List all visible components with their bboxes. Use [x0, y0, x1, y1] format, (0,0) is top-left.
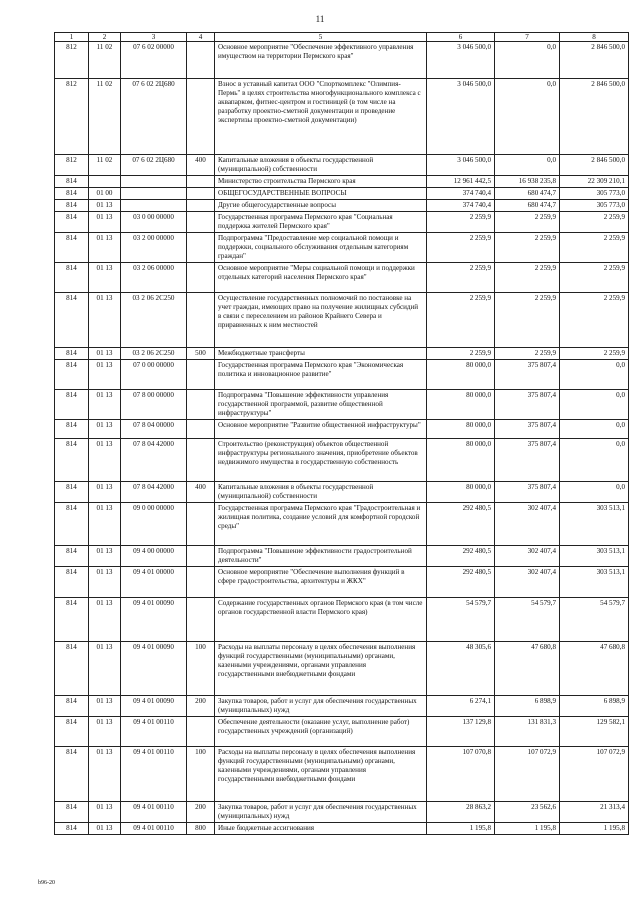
description-cell: Закупка товаров, работ и услуг для обеспечения государственных (муниципальных) нужд — [215, 696, 427, 717]
amount-year1-cell: 2 259,9 — [427, 212, 495, 233]
section-code-cell: 01 13 — [89, 546, 121, 567]
expense-type-cell — [187, 546, 215, 567]
description-cell: Подпрограмма "Повышение эффективности управления государственной программой, развитие общественной инфраструктуры" — [215, 390, 427, 420]
table-row — [55, 642, 629, 696]
amount-year2-cell: 6 898,9 — [495, 696, 560, 717]
amount-year2-cell: 375 807,4 — [495, 420, 560, 439]
admin-code-cell: 814 — [55, 176, 89, 188]
admin-code-cell: 814 — [55, 200, 89, 212]
description-cell: Подпрограмма "Предоставление мер социальной помощи и поддержки, социального обслуживания отдельным категориям граждан" — [215, 233, 427, 263]
amount-year3-cell: 2 846 500,0 — [560, 79, 629, 155]
admin-code-cell: 814 — [55, 293, 89, 348]
table-row — [55, 293, 629, 348]
section-code-cell: 11 02 — [89, 155, 121, 176]
amount-year3-cell: 107 072,9 — [560, 747, 629, 802]
description-cell: Осуществление государственных полномочий по постановке на учет граждан, имеющих право на получение жилищных субсидий в связи с переселением из районов Крайнего Севера и приравненных к ним местностей — [215, 293, 427, 348]
description-cell: Строительство (реконструкция) объектов общественной инфраструктуры регионального значения, приобретение объектов недвижимого имущества в государственную собственность — [215, 439, 427, 482]
admin-code-cell: 814 — [55, 717, 89, 747]
admin-code-cell: 814 — [55, 546, 89, 567]
amount-year2-cell: 302 407,4 — [495, 567, 560, 598]
target-code-cell: 09 4 01 00000 — [121, 567, 187, 598]
target-code-cell: 03 0 00 00000 — [121, 212, 187, 233]
amount-year2-cell: 54 579,7 — [495, 598, 560, 642]
target-code-cell: 09 0 00 00000 — [121, 503, 187, 546]
description-cell: Основное мероприятие "Меры социальной помощи и поддержки отдельных категорий населения Пермского края" — [215, 263, 427, 293]
admin-code-cell: 814 — [55, 233, 89, 263]
section-code-cell: 01 13 — [89, 482, 121, 503]
amount-year3-cell: 2 259,9 — [560, 263, 629, 293]
expense-type-cell — [187, 390, 215, 420]
admin-code-cell: 814 — [55, 823, 89, 835]
section-code-cell: 01 13 — [89, 696, 121, 717]
admin-code-cell: 812 — [55, 155, 89, 176]
expense-type-cell — [187, 293, 215, 348]
description-cell: Основное мероприятие "Обеспечение эффективного управления имуществом на территории Пермского края" — [215, 42, 427, 79]
target-code-cell: 07 8 04 42000 — [121, 439, 187, 482]
target-code-cell: 07 6 02 00000 — [121, 42, 187, 79]
table-row — [55, 233, 629, 263]
target-code-cell: 07 6 02 2Ц680 — [121, 155, 187, 176]
amount-year1-cell: 2 259,9 — [427, 293, 495, 348]
amount-year1-cell: 137 129,8 — [427, 717, 495, 747]
amount-year1-cell: 374 740,4 — [427, 200, 495, 212]
target-code-cell: 03 2 06 2С250 — [121, 348, 187, 360]
amount-year3-cell: 54 579,7 — [560, 598, 629, 642]
description-cell: Государственная программа Пермского края "Социальная поддержка жителей Пермского края" — [215, 212, 427, 233]
description-cell: Межбюджетные трансферты — [215, 348, 427, 360]
expense-type-cell — [187, 360, 215, 390]
expense-type-cell: 200 — [187, 802, 215, 823]
amount-year1-cell: 80 000,0 — [427, 482, 495, 503]
table-body — [55, 42, 629, 835]
amount-year3-cell: 303 513,1 — [560, 503, 629, 546]
admin-code-cell: 814 — [55, 420, 89, 439]
admin-code-cell: 814 — [55, 212, 89, 233]
amount-year2-cell: 131 831,3 — [495, 717, 560, 747]
amount-year2-cell: 2 259,9 — [495, 293, 560, 348]
description-cell: Взнос в уставный капитал ООО "Спорткомплекс "Олимпия-Пермь" в целях строительства многофункционального комплекса с аквапарком, фитнес-центром и гостиницей (в том числе на разработку проектно-сметной документации и проведение экспертизы проектно-сметной документации) — [215, 79, 427, 155]
amount-year2-cell: 2 259,9 — [495, 212, 560, 233]
header-cell: 6 — [427, 33, 495, 42]
table-row — [55, 188, 629, 200]
amount-year2-cell: 0,0 — [495, 155, 560, 176]
amount-year3-cell: 0,0 — [560, 390, 629, 420]
expense-type-cell — [187, 42, 215, 79]
amount-year3-cell: 1 195,8 — [560, 823, 629, 835]
expense-type-cell: 100 — [187, 642, 215, 696]
header-cell: 3 — [121, 33, 187, 42]
table-row — [55, 360, 629, 390]
table-row — [55, 212, 629, 233]
amount-year2-cell: 680 474,7 — [495, 188, 560, 200]
amount-year2-cell: 0,0 — [495, 42, 560, 79]
description-cell: Государственная программа Пермского края "Градостроительная и жилищная политика, создание условий для комфортной городской среды" — [215, 503, 427, 546]
admin-code-cell: 814 — [55, 348, 89, 360]
section-code-cell: 01 13 — [89, 642, 121, 696]
amount-year1-cell: 292 480,5 — [427, 503, 495, 546]
expense-type-cell — [187, 598, 215, 642]
table-row — [55, 42, 629, 79]
amount-year3-cell: 21 313,4 — [560, 802, 629, 823]
amount-year2-cell: 2 259,9 — [495, 233, 560, 263]
amount-year3-cell: 0,0 — [560, 420, 629, 439]
budget-table — [54, 32, 629, 835]
table-row — [55, 79, 629, 155]
amount-year1-cell: 1 195,8 — [427, 823, 495, 835]
admin-code-cell: 814 — [55, 439, 89, 482]
amount-year2-cell: 302 407,4 — [495, 503, 560, 546]
amount-year3-cell: 2 259,9 — [560, 348, 629, 360]
target-code-cell: 09 4 01 00110 — [121, 717, 187, 747]
amount-year1-cell: 80 000,0 — [427, 420, 495, 439]
expense-type-cell — [187, 79, 215, 155]
description-cell: Расходы на выплаты персоналу в целях обеспечения выполнения функций государственными (муниципальными) органами, казенными учреждениями, органами управления государственными внебюджетными фондами — [215, 642, 427, 696]
amount-year3-cell: 2 259,9 — [560, 293, 629, 348]
table-row — [55, 503, 629, 546]
admin-code-cell: 814 — [55, 188, 89, 200]
amount-year2-cell: 375 807,4 — [495, 482, 560, 503]
header-row — [55, 33, 629, 42]
expense-type-cell: 100 — [187, 747, 215, 802]
amount-year3-cell: 303 513,1 — [560, 546, 629, 567]
section-code-cell: 01 13 — [89, 390, 121, 420]
target-code-cell: 03 2 06 2С250 — [121, 293, 187, 348]
section-code-cell: 01 13 — [89, 420, 121, 439]
amount-year1-cell: 48 305,6 — [427, 642, 495, 696]
amount-year3-cell: 2 846 500,0 — [560, 155, 629, 176]
table-row — [55, 439, 629, 482]
admin-code-cell: 814 — [55, 263, 89, 293]
target-code-cell: 07 8 00 00000 — [121, 390, 187, 420]
amount-year1-cell: 2 259,9 — [427, 233, 495, 263]
amount-year1-cell: 54 579,7 — [427, 598, 495, 642]
table-row — [55, 176, 629, 188]
target-code-cell: 09 4 01 00110 — [121, 802, 187, 823]
expense-type-cell: 400 — [187, 482, 215, 503]
section-code-cell: 01 13 — [89, 233, 121, 263]
amount-year1-cell: 3 046 500,0 — [427, 155, 495, 176]
amount-year2-cell: 680 474,7 — [495, 200, 560, 212]
header-cell: 4 — [187, 33, 215, 42]
admin-code-cell: 812 — [55, 42, 89, 79]
amount-year1-cell: 80 000,0 — [427, 439, 495, 482]
section-code-cell: 01 13 — [89, 747, 121, 802]
description-cell: Государственная программа Пермского края "Экономическая политика и инновационное развитие" — [215, 360, 427, 390]
table-row — [55, 598, 629, 642]
admin-code-cell: 814 — [55, 642, 89, 696]
amount-year3-cell: 0,0 — [560, 360, 629, 390]
amount-year3-cell: 0,0 — [560, 439, 629, 482]
target-code-cell — [121, 200, 187, 212]
expense-type-cell — [187, 420, 215, 439]
section-code-cell: 01 13 — [89, 212, 121, 233]
description-cell: Обеспечение деятельности (оказание услуг, выполнение работ) государственных учреждений (организаций) — [215, 717, 427, 747]
footer-code: b96-20 — [38, 880, 55, 886]
table-row — [55, 482, 629, 503]
admin-code-cell: 812 — [55, 79, 89, 155]
amount-year1-cell: 28 863,2 — [427, 802, 495, 823]
amount-year2-cell: 16 938 235,8 — [495, 176, 560, 188]
description-cell: Расходы на выплаты персоналу в целях обеспечения выполнения функций государственными (муниципальными) органами, казенными учреждениями, органами управления государственными внебюджетными фондами — [215, 747, 427, 802]
amount-year1-cell: 107 070,8 — [427, 747, 495, 802]
target-code-cell: 09 4 01 00110 — [121, 747, 187, 802]
target-code-cell: 09 4 01 00090 — [121, 642, 187, 696]
description-cell: Министерство строительства Пермского края — [215, 176, 427, 188]
amount-year3-cell: 22 309 210,1 — [560, 176, 629, 188]
amount-year2-cell: 375 807,4 — [495, 360, 560, 390]
admin-code-cell: 814 — [55, 390, 89, 420]
section-code-cell: 01 13 — [89, 360, 121, 390]
expense-type-cell — [187, 567, 215, 598]
amount-year1-cell: 80 000,0 — [427, 390, 495, 420]
description-cell: ОБЩЕГОСУДАРСТВЕННЫЕ ВОПРОСЫ — [215, 188, 427, 200]
amount-year1-cell: 80 000,0 — [427, 360, 495, 390]
expense-type-cell: 400 — [187, 155, 215, 176]
admin-code-cell: 814 — [55, 598, 89, 642]
amount-year3-cell: 6 898,9 — [560, 696, 629, 717]
expense-type-cell — [187, 188, 215, 200]
section-code-cell: 01 13 — [89, 263, 121, 293]
amount-year1-cell: 2 259,9 — [427, 348, 495, 360]
section-code-cell: 01 13 — [89, 200, 121, 212]
description-cell: Содержание государственных органов Пермского края (в том числе органов государственной власти Пермского края) — [215, 598, 427, 642]
amount-year2-cell: 2 259,9 — [495, 263, 560, 293]
amount-year2-cell: 23 562,6 — [495, 802, 560, 823]
expense-type-cell: 800 — [187, 823, 215, 835]
amount-year1-cell: 12 961 442,5 — [427, 176, 495, 188]
admin-code-cell: 814 — [55, 567, 89, 598]
table-row — [55, 200, 629, 212]
expense-type-cell: 500 — [187, 348, 215, 360]
section-code-cell: 01 13 — [89, 717, 121, 747]
target-code-cell: 09 4 01 00090 — [121, 696, 187, 717]
expense-type-cell — [187, 200, 215, 212]
amount-year2-cell: 302 407,4 — [495, 546, 560, 567]
expense-type-cell — [187, 212, 215, 233]
target-code-cell — [121, 176, 187, 188]
table-row — [55, 263, 629, 293]
section-code-cell: 01 00 — [89, 188, 121, 200]
description-cell: Основное мероприятие "Обеспечение выполнения функций в сфере градостроительства, архитектуры и ЖКХ" — [215, 567, 427, 598]
section-code-cell: 01 13 — [89, 598, 121, 642]
amount-year3-cell: 129 582,1 — [560, 717, 629, 747]
amount-year3-cell: 305 773,0 — [560, 200, 629, 212]
section-code-cell: 11 02 — [89, 42, 121, 79]
amount-year3-cell: 303 513,1 — [560, 567, 629, 598]
table-row — [55, 567, 629, 598]
table-row — [55, 390, 629, 420]
section-code-cell: 01 13 — [89, 802, 121, 823]
header-cell: 8 — [560, 33, 629, 42]
section-code-cell: 01 13 — [89, 348, 121, 360]
amount-year1-cell: 292 480,5 — [427, 567, 495, 598]
table-row — [55, 802, 629, 823]
target-code-cell: 09 4 00 00000 — [121, 546, 187, 567]
amount-year1-cell: 2 259,9 — [427, 263, 495, 293]
admin-code-cell: 814 — [55, 802, 89, 823]
amount-year2-cell: 0,0 — [495, 79, 560, 155]
table-row — [55, 546, 629, 567]
section-code-cell: 01 13 — [89, 293, 121, 348]
amount-year3-cell: 0,0 — [560, 482, 629, 503]
description-cell: Другие общегосударственные вопросы — [215, 200, 427, 212]
amount-year2-cell: 1 195,8 — [495, 823, 560, 835]
amount-year2-cell: 2 259,9 — [495, 348, 560, 360]
table-row — [55, 420, 629, 439]
target-code-cell: 07 6 02 2Ц680 — [121, 79, 187, 155]
expense-type-cell — [187, 717, 215, 747]
amount-year2-cell: 47 680,8 — [495, 642, 560, 696]
header-cell: 5 — [215, 33, 427, 42]
description-cell: Закупка товаров, работ и услуг для обеспечения государственных (муниципальных) нужд — [215, 802, 427, 823]
page-number: 11 — [315, 14, 325, 24]
table-row — [55, 823, 629, 835]
table-row — [55, 747, 629, 802]
target-code-cell: 03 2 00 00000 — [121, 233, 187, 263]
section-code-cell: 01 13 — [89, 823, 121, 835]
amount-year3-cell: 2 846 500,0 — [560, 42, 629, 79]
section-code-cell: 01 13 — [89, 503, 121, 546]
table-row — [55, 348, 629, 360]
amount-year3-cell: 2 259,9 — [560, 233, 629, 263]
admin-code-cell: 814 — [55, 503, 89, 546]
amount-year2-cell: 375 807,4 — [495, 439, 560, 482]
amount-year1-cell: 374 740,4 — [427, 188, 495, 200]
description-cell: Иные бюджетные ассигнования — [215, 823, 427, 835]
header-cell: 7 — [495, 33, 560, 42]
amount-year1-cell: 6 274,1 — [427, 696, 495, 717]
target-code-cell: 07 8 04 42000 — [121, 482, 187, 503]
target-code-cell: 03 2 06 00000 — [121, 263, 187, 293]
amount-year2-cell: 107 072,9 — [495, 747, 560, 802]
description-cell: Капитальные вложения в объекты государственной (муниципальной) собственности — [215, 155, 427, 176]
section-code-cell — [89, 176, 121, 188]
expense-type-cell — [187, 233, 215, 263]
amount-year3-cell: 2 259,9 — [560, 212, 629, 233]
expense-type-cell — [187, 503, 215, 546]
expense-type-cell — [187, 176, 215, 188]
admin-code-cell: 814 — [55, 482, 89, 503]
amount-year1-cell: 292 480,5 — [427, 546, 495, 567]
amount-year3-cell: 47 680,8 — [560, 642, 629, 696]
section-code-cell: 11 02 — [89, 79, 121, 155]
description-cell: Капитальные вложения в объекты государственной (муниципальной) собственности — [215, 482, 427, 503]
target-code-cell: 09 4 01 00110 — [121, 823, 187, 835]
amount-year3-cell: 305 773,0 — [560, 188, 629, 200]
description-cell: Подпрограмма "Повышение эффективности градостроительной деятельности" — [215, 546, 427, 567]
section-code-cell: 01 13 — [89, 439, 121, 482]
amount-year1-cell: 3 046 500,0 — [427, 42, 495, 79]
expense-type-cell — [187, 263, 215, 293]
table-row — [55, 155, 629, 176]
target-code-cell: 07 0 00 00000 — [121, 360, 187, 390]
expense-type-cell — [187, 439, 215, 482]
admin-code-cell: 814 — [55, 747, 89, 802]
admin-code-cell: 814 — [55, 696, 89, 717]
header-cell: 2 — [89, 33, 121, 42]
amount-year2-cell: 375 807,4 — [495, 390, 560, 420]
description-cell: Основное мероприятие "Развитие общественной инфраструктуры" — [215, 420, 427, 439]
admin-code-cell: 814 — [55, 360, 89, 390]
header-cell: 1 — [55, 33, 89, 42]
amount-year1-cell: 3 046 500,0 — [427, 79, 495, 155]
target-code-cell: 07 8 04 00000 — [121, 420, 187, 439]
target-code-cell: 09 4 01 00090 — [121, 598, 187, 642]
section-code-cell: 01 13 — [89, 567, 121, 598]
table-row — [55, 717, 629, 747]
table-row — [55, 696, 629, 717]
target-code-cell — [121, 188, 187, 200]
expense-type-cell: 200 — [187, 696, 215, 717]
